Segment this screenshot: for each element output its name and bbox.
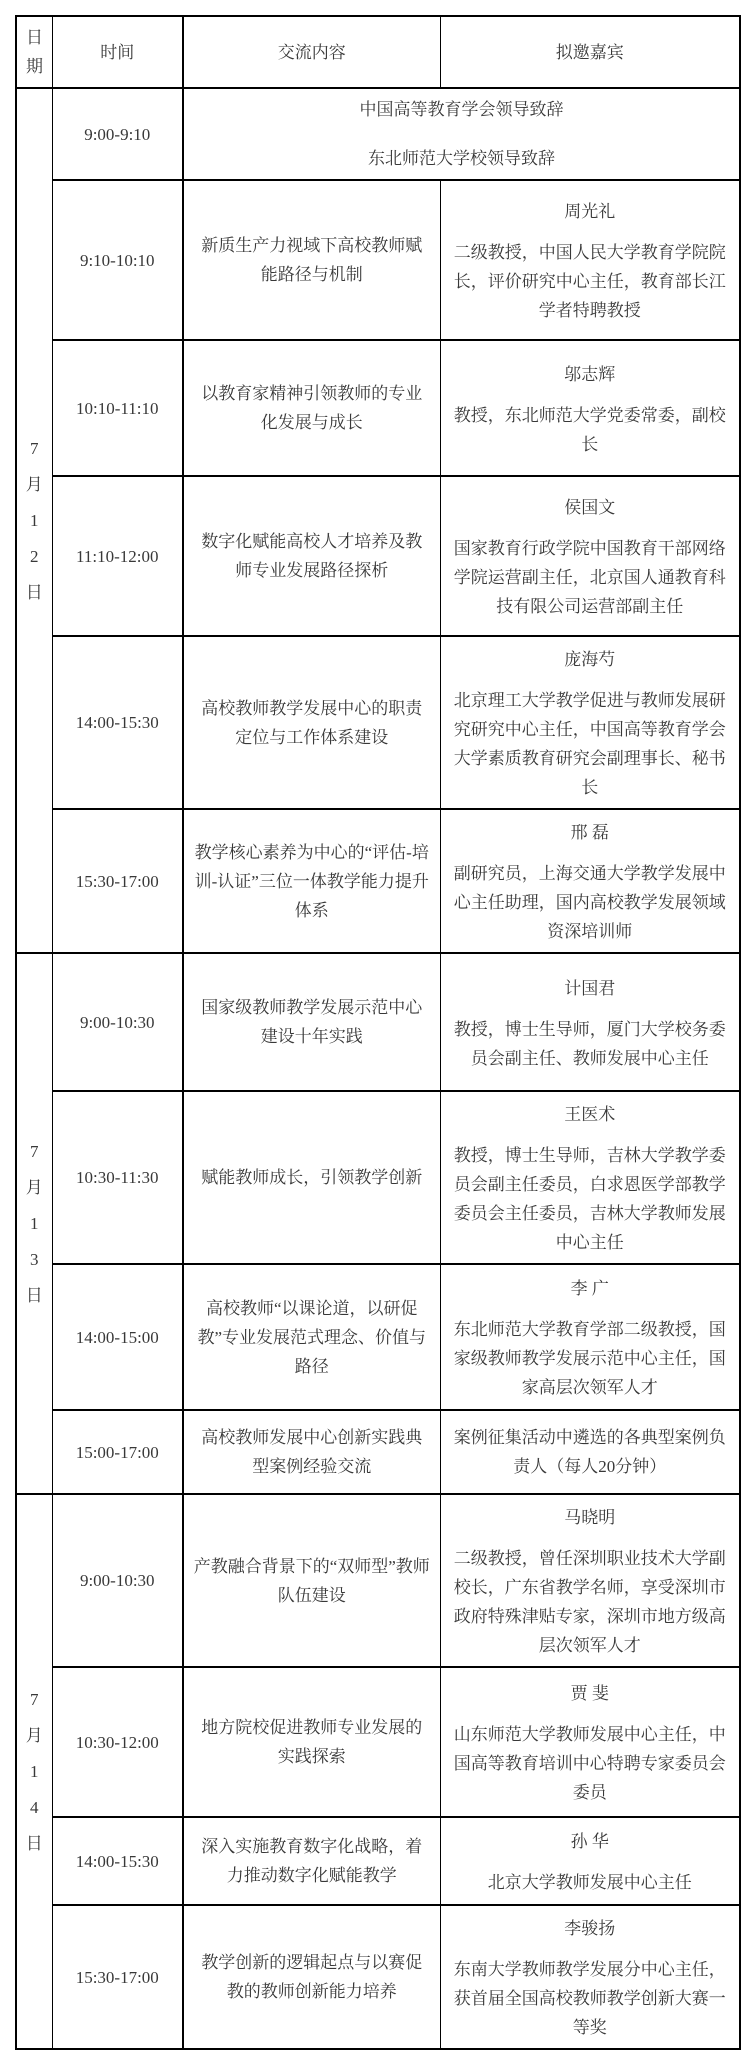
date-char: 1 (30, 1213, 39, 1233)
time-cell: 10:30-12:00 (52, 1667, 183, 1817)
time-cell: 10:30-11:30 (52, 1091, 183, 1264)
guest-description: 东南大学教师教学发展分中心主任，获首届全国高校教师教学创新大赛一等奖 (453, 1960, 726, 2037)
guest-description: 教授，博士生导师，吉林大学教学委员会副主任委员，白求恩医学部教学委员会主任委员，吉林大学教师发展中心主任 (453, 1146, 726, 1252)
guest-cell (440, 1091, 740, 1264)
header-row (16, 16, 740, 88)
guest-name: 周光礼 (564, 202, 616, 221)
table-row (16, 809, 740, 953)
time-cell: 9:10-10:10 (52, 180, 183, 340)
ceremony-line: 中国高等教育学会领导致辞 (359, 100, 564, 119)
guest-cell (440, 953, 740, 1091)
guest-description: 东北师范大学教育学部二级教授，国家级教师教学发展示范中心主任，国家高层次领军人才 (453, 1320, 726, 1397)
topic-cell: 国家级教师教学发展示范中心建设十年实践 (183, 953, 440, 1091)
guest-column-header: 拟邀嘉宾 (440, 16, 740, 88)
guest-name: 孙 华 (570, 1832, 609, 1851)
schedule-table (15, 15, 741, 2050)
date-char: 4 (30, 1797, 39, 1817)
date-char: 3 (30, 1249, 39, 1269)
topic-cell: 地方院校促进教师专业发展的实践探索 (183, 1667, 440, 1817)
guest-cell (440, 1817, 740, 1905)
date-char: 7 (30, 438, 39, 458)
guest-name: 李 广 (570, 1279, 609, 1298)
date-char: 1 (30, 510, 39, 530)
date-char: 月 (25, 474, 43, 494)
guest-name: 庞海芍 (564, 650, 616, 669)
time-cell: 9:00-9:10 (52, 88, 183, 180)
topic-cell: 产教融合背景下的“双师型”教师队伍建设 (183, 1494, 440, 1667)
table-row (16, 1817, 740, 1905)
guest-name: 李骏扬 (564, 1919, 616, 1938)
topic-cell: 高校教师发展中心创新实践典型案例经验交流 (183, 1410, 440, 1494)
topic-cell: 高校教师“以课论道，以研促教”专业发展范式理念、价值与路径 (183, 1264, 440, 1410)
guest-description: 教授，东北师范大学党委常委，副校长 (453, 405, 726, 454)
guest-cell (440, 1667, 740, 1817)
guest-name: 王医术 (564, 1105, 616, 1124)
topic-cell: 教学创新的逻辑起点与以赛促教的教师创新能力培养 (183, 1905, 440, 2049)
table-row (16, 88, 740, 180)
time-cell: 15:00-17:00 (52, 1410, 183, 1494)
time-cell: 9:00-10:30 (52, 1494, 183, 1667)
guest-cell (440, 1410, 740, 1494)
guest-description: 国家教育行政学院中国教育干部网络学院运营副主任，北京国人通教育科技有限公司运营部副主任 (453, 539, 726, 616)
topic-cell: 教学核心素养为中心的“评估-培训-认证”三位一体教学能力提升体系 (183, 809, 440, 953)
time-column-header: 时间 (52, 16, 183, 88)
time-cell: 14:00-15:00 (52, 1264, 183, 1410)
time-cell: 11:10-12:00 (52, 476, 183, 636)
guest-name: 邬志辉 (564, 364, 616, 384)
time-cell: 14:00-15:30 (52, 636, 183, 809)
topic-cell: 赋能教师成长，引领教学创新 (183, 1091, 440, 1264)
ceremony-line: 东北师范大学校领导致辞 (368, 149, 555, 168)
guest-name: 邢 磊 (570, 823, 609, 842)
guest-cell (440, 1494, 740, 1667)
time-cell: 15:30-17:00 (52, 1905, 183, 2049)
table-row (16, 636, 740, 809)
topic-column-header: 交流内容 (183, 16, 440, 88)
topic-cell: 以教育家精神引领教师的专业化发展与成长 (183, 340, 440, 476)
topic-cell: 深入实施教育数字化战略，着力推动数字化赋能教学 (183, 1817, 440, 1905)
guest-description: 北京大学教师发展中心主任 (487, 1873, 692, 1892)
date-char: 日 (25, 1285, 43, 1305)
date-char: 月 (25, 1725, 43, 1745)
guest-description: 山东师范大学教师发展中心主任，中国高等教育培训中心特聘专家委员会委员 (453, 1725, 726, 1802)
guest-description: 北京理工大学教学促进与教师发展研究研究中心主任，中国高等教育学会大学素质教育研究会副理事长、秘书长 (453, 691, 726, 797)
guest-description: 副研究员，上海交通大学教学发展中心主任助理，国内高校教学发展领域资深培训师 (453, 864, 726, 941)
date-char: 月 (25, 1177, 43, 1197)
table-row (16, 1667, 740, 1817)
guest-cell (440, 636, 740, 809)
topic-cell: 数字化赋能高校人才培养及教师专业发展路径探析 (183, 476, 440, 636)
guest-description: 案例征集活动中遴选的各典型案例负责人（每人20分钟） (453, 1428, 726, 1476)
table-row (16, 1091, 740, 1264)
guest-name: 贾 斐 (570, 1684, 609, 1703)
guest-name: 马晓明 (564, 1508, 616, 1527)
time-cell: 14:00-15:30 (52, 1817, 183, 1905)
table-row (16, 1410, 740, 1494)
time-cell: 15:30-17:00 (52, 809, 183, 953)
guest-name: 计国君 (564, 978, 616, 998)
guest-name: 侯国文 (564, 498, 616, 517)
topic-cell: 新质生产力视域下高校教师赋能路径与机制 (183, 180, 440, 340)
table-row (16, 476, 740, 636)
table-row (16, 1905, 740, 2049)
guest-cell (440, 476, 740, 636)
table-row (16, 1264, 740, 1410)
guest-cell (440, 340, 740, 476)
date-char: 1 (30, 1761, 39, 1781)
guest-description: 二级教授，曾任深圳职业技术大学副校长，广东省教学名师，享受深圳市政府特殊津贴专家，深圳市地方级高层次领军人才 (453, 1549, 726, 1655)
date-char: 日 (25, 582, 43, 602)
topic-cell: 高校教师教学发展中心的职责定位与工作体系建设 (183, 636, 440, 809)
table-row (16, 340, 740, 476)
table-row (16, 1494, 740, 1667)
guest-cell (440, 1264, 740, 1410)
guest-cell (440, 1905, 740, 2049)
date-char: 日 (25, 1833, 43, 1853)
guest-cell (440, 809, 740, 953)
ceremony-cell (183, 88, 740, 180)
date-cell (16, 88, 52, 953)
date-cell (16, 1494, 52, 2049)
time-cell: 10:10-11:10 (52, 340, 183, 476)
date-char: 2 (30, 546, 39, 566)
guest-description: 二级教授，中国人民大学教育学院院长，评价研究中心主任，教育部长江学者特聘教授 (453, 243, 726, 320)
date-column-header: 日期 (16, 16, 52, 88)
guest-cell (440, 180, 740, 340)
date-char: 7 (30, 1141, 39, 1161)
table-row (16, 953, 740, 1091)
table-row (16, 180, 740, 340)
guest-description: 教授，博士生导师，厦门大学校务委员会副主任、教师发展中心主任 (453, 1019, 726, 1068)
date-cell (16, 953, 52, 1494)
time-cell: 9:00-10:30 (52, 953, 183, 1091)
date-char: 7 (30, 1689, 39, 1709)
